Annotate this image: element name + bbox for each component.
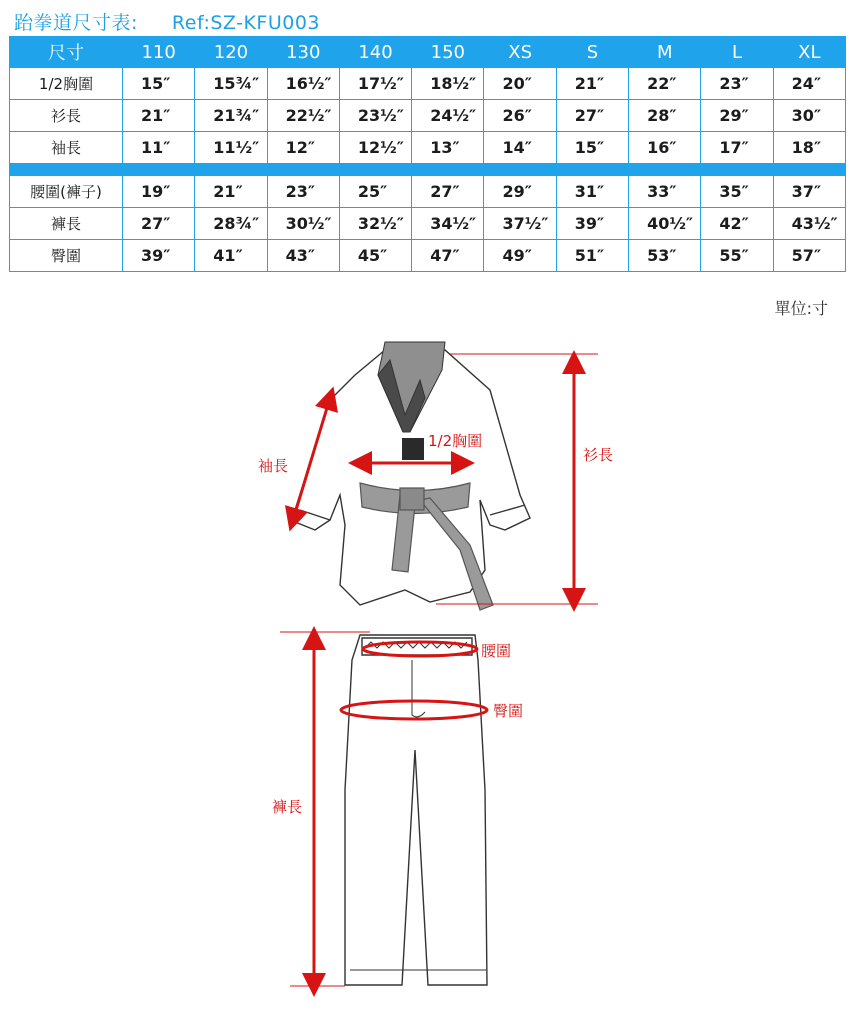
size-value-cell: 43″ [267, 240, 339, 272]
size-value-cell: 27″ [556, 100, 628, 132]
waist-label: 腰圍 [481, 642, 512, 660]
size-value-cell: 21″ [195, 176, 267, 208]
reference-code: Ref:SZ-KFU003 [171, 12, 321, 34]
size-value-cell: 27″ [412, 176, 484, 208]
row-label: 腰圍(褲子) [10, 176, 123, 208]
size-value-cell: 12″ [267, 132, 339, 164]
size-value-cell: 35″ [701, 176, 773, 208]
table-row [10, 240, 846, 272]
size-value-cell: 24½″ [412, 100, 484, 132]
size-value-cell: 30″ [773, 100, 845, 132]
size-header-cell: XS [484, 37, 556, 68]
size-value-cell: 29″ [484, 176, 556, 208]
size-value-cell: 16½″ [267, 68, 339, 100]
uniform-diagram [0, 320, 850, 1010]
pants-drawing [345, 635, 487, 985]
size-value-cell: 27″ [123, 208, 195, 240]
title-text: 跆拳道尺寸表: [14, 12, 138, 34]
size-value-cell: 20″ [484, 68, 556, 100]
size-value-cell: 29″ [701, 100, 773, 132]
size-value-cell: 24″ [773, 68, 845, 100]
size-value-cell: 17″ [701, 132, 773, 164]
row-label: 衫長 [10, 100, 123, 132]
jacket-length-label: 衫長 [583, 446, 614, 464]
size-value-cell: 32½″ [339, 208, 411, 240]
size-value-cell: 22″ [629, 68, 701, 100]
table-row [10, 176, 846, 208]
size-value-cell: 37″ [773, 176, 845, 208]
size-value-cell: 23″ [267, 176, 339, 208]
size-header-cell: S [556, 37, 628, 68]
size-header-cell: XL [773, 37, 845, 68]
size-value-cell: 14″ [484, 132, 556, 164]
size-header-cell: 110 [123, 37, 195, 68]
size-value-cell: 12½″ [339, 132, 411, 164]
size-value-cell: 11″ [123, 132, 195, 164]
size-value-cell: 47″ [412, 240, 484, 272]
size-value-cell: 37½″ [484, 208, 556, 240]
table-header-row [10, 37, 846, 68]
size-value-cell: 13″ [412, 132, 484, 164]
table-row [10, 208, 846, 240]
size-value-cell: 41″ [195, 240, 267, 272]
row-label: 1/2胸圍 [10, 68, 123, 100]
page-title [14, 8, 320, 35]
size-value-cell: 49″ [484, 240, 556, 272]
size-value-cell: 51″ [556, 240, 628, 272]
unit-note: 單位:寸 [774, 299, 828, 318]
size-value-cell: 43½″ [773, 208, 845, 240]
size-header-cell: 120 [195, 37, 267, 68]
size-value-cell: 11½″ [195, 132, 267, 164]
size-value-cell: 53″ [629, 240, 701, 272]
size-header-cell: L [701, 37, 773, 68]
table-row [10, 100, 846, 132]
size-value-cell: 21″ [556, 68, 628, 100]
size-value-cell: 40½″ [629, 208, 701, 240]
size-value-cell: 34½″ [412, 208, 484, 240]
size-value-cell: 45″ [339, 240, 411, 272]
separator-bar [10, 164, 846, 176]
size-value-cell: 31″ [556, 176, 628, 208]
size-value-cell: 21″ [123, 100, 195, 132]
size-value-cell: 28¾″ [195, 208, 267, 240]
size-value-cell: 15″ [556, 132, 628, 164]
size-value-cell: 15″ [123, 68, 195, 100]
size-value-cell: 39″ [123, 240, 195, 272]
pants-length-label: 褲長 [272, 798, 303, 816]
size-value-cell: 17½″ [339, 68, 411, 100]
size-value-cell: 19″ [123, 176, 195, 208]
size-value-cell: 23″ [701, 68, 773, 100]
size-value-cell: 26″ [484, 100, 556, 132]
size-value-cell: 39″ [556, 208, 628, 240]
table-separator [10, 164, 846, 176]
size-table [9, 36, 846, 272]
size-value-cell: 18½″ [412, 68, 484, 100]
size-value-cell: 15¾″ [195, 68, 267, 100]
size-header-cell: 130 [267, 37, 339, 68]
table-row [10, 132, 846, 164]
size-value-cell: 22½″ [267, 100, 339, 132]
size-header-label: 尺寸 [10, 37, 123, 68]
hip-label: 臀圍 [493, 702, 524, 720]
sleeve-label: 袖長 [258, 457, 289, 475]
size-header-cell: 140 [339, 37, 411, 68]
size-value-cell: 55″ [701, 240, 773, 272]
size-value-cell: 25″ [339, 176, 411, 208]
table-row [10, 68, 846, 100]
size-header-cell: 150 [412, 37, 484, 68]
size-value-cell: 28″ [629, 100, 701, 132]
size-value-cell: 18″ [773, 132, 845, 164]
size-value-cell: 42″ [701, 208, 773, 240]
size-value-cell: 16″ [629, 132, 701, 164]
row-label: 袖長 [10, 132, 123, 164]
chest-label: 1/2胸圍 [428, 432, 483, 450]
size-value-cell: 30½″ [267, 208, 339, 240]
size-value-cell: 33″ [629, 176, 701, 208]
size-value-cell: 21¾″ [195, 100, 267, 132]
row-label: 褲長 [10, 208, 123, 240]
row-label: 臀圍 [10, 240, 123, 272]
size-value-cell: 23½″ [339, 100, 411, 132]
size-value-cell: 57″ [773, 240, 845, 272]
size-header-cell: M [629, 37, 701, 68]
